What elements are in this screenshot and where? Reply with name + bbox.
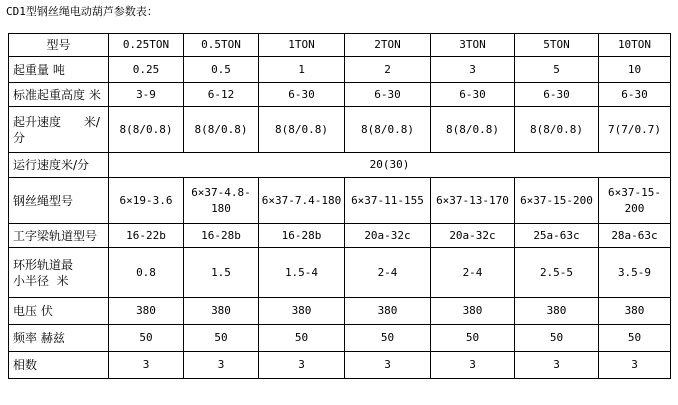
table-cell: 6×37-15-200 — [515, 178, 599, 224]
model-header: 0.25TON — [109, 34, 184, 57]
table-cell: 3.5-9 — [599, 248, 671, 298]
table-cell: 6-30 — [515, 83, 599, 107]
table-cell: 3 — [599, 352, 671, 379]
model-header: 0.5TON — [184, 34, 259, 57]
table-cell: 0.8 — [109, 248, 184, 298]
header-label: 型号 — [9, 34, 109, 57]
table-row — [9, 178, 671, 224]
table-cell: 8(8/0.8) — [109, 107, 184, 153]
model-header: 1TON — [259, 34, 345, 57]
table-row — [9, 83, 671, 107]
table-cell: 16-28b — [184, 224, 259, 248]
row-label — [9, 107, 109, 153]
table-cell: 50 — [599, 325, 671, 352]
model-header: 2TON — [345, 34, 431, 57]
row-label: 钢丝绳型号 — [9, 178, 109, 224]
model-header: 5TON — [515, 34, 599, 57]
page-title: CD1型钢丝绳电动葫芦参数表： — [6, 5, 158, 18]
table-cell: 8(8/0.8) — [184, 107, 259, 153]
table-cell: 0.25 — [109, 57, 184, 83]
table-cell: 3-9 — [109, 83, 184, 107]
table-cell: 2-4 — [345, 248, 431, 298]
row-label-line: 小半径 米 — [13, 273, 69, 288]
table-cell: 6-30 — [431, 83, 515, 107]
table-cell: 6-12 — [184, 83, 259, 107]
table-cell: 1.5-4 — [259, 248, 345, 298]
table-cell: 20a-32c — [345, 224, 431, 248]
model-header: 10TON — [599, 34, 671, 57]
row-label: 相数 — [9, 352, 109, 379]
table-cell: 0.5 — [184, 57, 259, 83]
table-row — [9, 224, 671, 248]
table-cell: 8(8/0.8) — [259, 107, 345, 153]
row-label: 起重量 吨 — [9, 57, 109, 83]
table-cell: 20a-32c — [431, 224, 515, 248]
table-cell: 3 — [345, 352, 431, 379]
table-cell: 3 — [184, 352, 259, 379]
table-row — [9, 352, 671, 379]
table-row — [9, 153, 671, 178]
table-cell: 3 — [109, 352, 184, 379]
table-cell: 6×37-11-155 — [345, 178, 431, 224]
table-cell: 380 — [599, 298, 671, 325]
row-label: 频率 赫兹 — [9, 325, 109, 352]
table-cell: 1 — [259, 57, 345, 83]
table-cell: 6×37-4.8-180 — [184, 178, 259, 224]
table-row — [9, 57, 671, 83]
row-label: 电压 伏 — [9, 298, 109, 325]
table-cell-span: 20(30) — [109, 153, 671, 178]
table-cell: 16-22b — [109, 224, 184, 248]
table-header-row — [9, 34, 671, 57]
table-cell: 10 — [599, 57, 671, 83]
table-row — [9, 248, 671, 298]
table-cell: 6×37-15-200 — [599, 178, 671, 224]
row-label-line: 分 — [13, 130, 26, 145]
table-cell: 50 — [431, 325, 515, 352]
table-cell: 50 — [515, 325, 599, 352]
table-cell: 16-28b — [259, 224, 345, 248]
row-label: 运行速度米/分 — [9, 153, 109, 178]
table-cell: 8(8/0.8) — [515, 107, 599, 153]
row-label: 标准起重高度 米 — [9, 83, 109, 107]
row-label — [9, 248, 109, 298]
table-row — [9, 325, 671, 352]
table-cell: 6-30 — [599, 83, 671, 107]
table-cell: 28a-63c — [599, 224, 671, 248]
row-label-line: 起升速度 米/ — [13, 114, 100, 129]
model-header: 3TON — [431, 34, 515, 57]
table-cell: 6×37-13-170 — [431, 178, 515, 224]
table-row — [9, 107, 671, 153]
table-cell: 380 — [515, 298, 599, 325]
table-cell: 50 — [109, 325, 184, 352]
table-cell: 380 — [109, 298, 184, 325]
table-cell: 380 — [259, 298, 345, 325]
table-cell: 3 — [431, 352, 515, 379]
table-cell: 3 — [431, 57, 515, 83]
row-label: 工字梁轨道型号 — [9, 224, 109, 248]
table-cell: 6-30 — [345, 83, 431, 107]
table-cell: 1.5 — [184, 248, 259, 298]
table-cell: 8(8/0.8) — [345, 107, 431, 153]
table-cell: 3 — [515, 352, 599, 379]
table-cell: 25a-63c — [515, 224, 599, 248]
table-cell: 7(7/0.7) — [599, 107, 671, 153]
table-cell: 380 — [345, 298, 431, 325]
table-cell: 6-30 — [259, 83, 345, 107]
table-cell: 50 — [345, 325, 431, 352]
table-cell: 2 — [345, 57, 431, 83]
parameter-table — [8, 33, 671, 379]
table-cell: 6×19-3.6 — [109, 178, 184, 224]
table-cell: 2-4 — [431, 248, 515, 298]
table-cell: 380 — [431, 298, 515, 325]
table-cell: 5 — [515, 57, 599, 83]
table-cell: 3 — [259, 352, 345, 379]
table-cell: 2.5-5 — [515, 248, 599, 298]
table-cell: 380 — [184, 298, 259, 325]
table-row — [9, 298, 671, 325]
row-label-line: 环形轨道最 — [13, 257, 74, 272]
table-cell: 50 — [259, 325, 345, 352]
table-cell: 50 — [184, 325, 259, 352]
table-cell: 6×37-7.4-180 — [259, 178, 345, 224]
table-cell: 8(8/0.8) — [431, 107, 515, 153]
